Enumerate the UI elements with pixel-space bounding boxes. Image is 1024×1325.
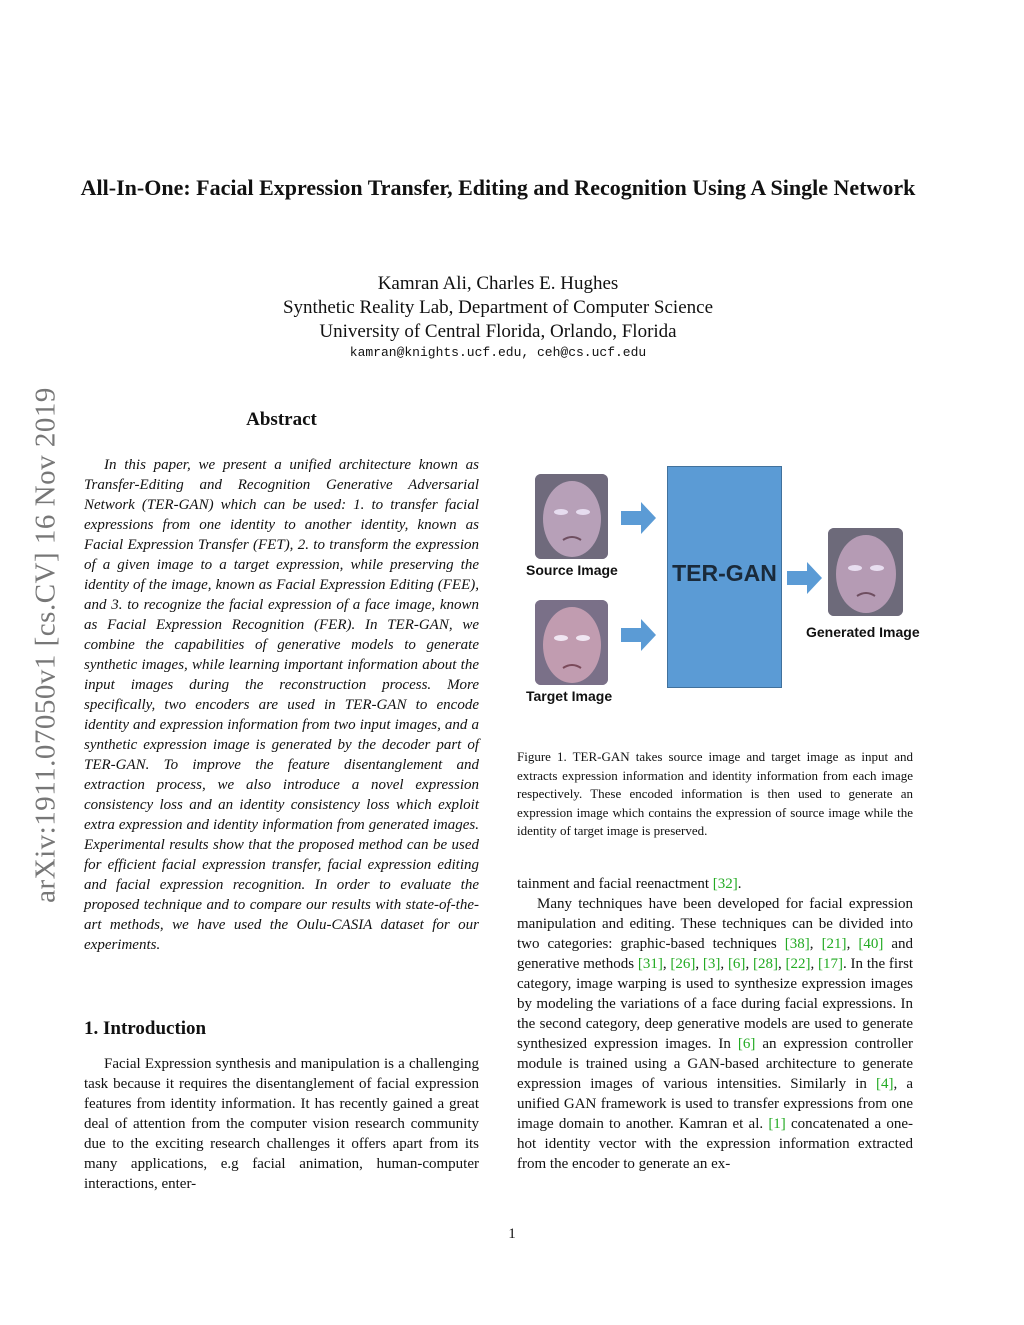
figure-1 xyxy=(520,462,920,722)
affiliation-line-2: University of Central Florida, Orlando, Florida xyxy=(319,321,677,342)
affiliation-line-1: Synthetic Reality Lab, Department of Computer Science xyxy=(282,297,713,318)
arxiv-id: arXiv:1911.07050v1 [cs.CV] 16 Nov 2019 xyxy=(29,387,62,903)
paragraph-text: , xyxy=(720,956,728,972)
target-arrow-icon xyxy=(621,619,657,651)
citation-link[interactable]: [26] xyxy=(670,956,696,972)
citation-link[interactable]: [17] xyxy=(818,956,844,972)
intro-right-column xyxy=(517,874,913,1174)
citation-link[interactable]: [40] xyxy=(858,936,884,952)
citation-link[interactable]: [28] xyxy=(752,956,778,972)
paragraph-text: , xyxy=(846,936,859,952)
figure-1-caption: Figure 1. TER-GAN takes source image and target image as input and extracts expression information and identity information from each image respectively. These encoded information is then used to generate an expression image which contains the expression of source image while the identity of target image is preserved. xyxy=(517,749,913,838)
intro-continuation xyxy=(517,874,913,894)
paragraph-text: , xyxy=(809,936,822,952)
paragraph-text: and generative methods xyxy=(517,936,913,972)
abstract-text: In this paper, we present a unified architecture known as Transfer-Editing and Recognition Generative Adversarial Network (TER-GAN) which can be used: 1. to transfer facial expressions from one identity to another identity, known as Facial Expression Transfer (FET), 2. to transform the expression of a given image to a target expression, while preserving the identity of the image, known as Facial Expression Editing (FEE), and 3. to recognize the facial expression of a face image, known as Facial Expression Recognition (FER). In TER-GAN, we combine the capabilities of generative models to generate synthetic images, while learning important information about the input images during the reconstruction process. More specifically, two encoders are used in TER-GAN to encode identity and expression information from two input images, and a synthetic expression image is generated by the decoder part of TER-GAN. To improve the feature disentanglement and extraction process, we also introduce a novel expression consistency loss and an identity consistency loss which exploit extra expression and identity information from generated images. Experimental results show that the proposed method can be used for efficient facial expression transfer, facial expression editing and facial expression recognition. In order to evaluate the proposed technique and to compare our results with state-of-the-art methods, we have used the Oulu-CASIA dataset for our experiments. xyxy=(84,457,479,953)
citation-link[interactable]: [1] xyxy=(768,1116,786,1132)
citation-link[interactable]: [22] xyxy=(785,956,811,972)
citation-link[interactable]: [21] xyxy=(821,936,847,952)
author-block xyxy=(80,272,916,344)
continuation-text: tainment and facial reenactment xyxy=(517,876,713,892)
author-emails: kamran@knights.ucf.edu, ceh@cs.ucf.edu xyxy=(349,345,647,360)
ter-gan-box xyxy=(667,466,782,688)
paragraph-text: , a unified GAN framework is used to transfer expressions from one image domain to another. Kamran et al. xyxy=(517,1076,913,1132)
arxiv-sidebar xyxy=(26,345,66,945)
citation-link[interactable]: [6] xyxy=(727,956,746,972)
target-face-image xyxy=(535,600,608,685)
source-arrow-icon xyxy=(621,502,657,534)
citation-link[interactable]: [6] xyxy=(737,1036,756,1052)
ter-gan-label: TER-GAN xyxy=(672,559,777,586)
citation-link[interactable]: [31] xyxy=(637,956,663,972)
citation-link[interactable]: [3] xyxy=(702,956,721,972)
paragraph-text: , xyxy=(745,956,753,972)
paragraph-text: , xyxy=(810,956,819,972)
page-number: 1 xyxy=(508,1226,516,1242)
citation-link[interactable]: [38] xyxy=(784,936,810,952)
abstract-heading: Abstract xyxy=(246,409,317,430)
paragraph-text: , xyxy=(695,956,703,972)
citation-link[interactable]: [32] xyxy=(712,876,738,892)
output-arrow-icon xyxy=(787,562,823,594)
paragraph-text: an expression controller module is trained using a GAN-based architecture to generate expression images of various intensities. Similarly in xyxy=(517,1036,913,1092)
continuation-end: . xyxy=(737,876,742,892)
paragraph-text: , xyxy=(662,956,671,972)
paragraph-text: . In the first category, image warping is used to synthesize expression images by modeling the variations of a face during facial expressions. In the second category, deep generative models are used to generate synthesized expression images. In xyxy=(517,956,914,1052)
paper-title: All-In-One: Facial Expression Transfer, Editing and Recognition Using A Single Network xyxy=(80,175,916,200)
paragraph-text: Many techniques have been developed for facial expression manipulation and editing. These techniques can be divided into two categories: graphic-based techniques xyxy=(517,896,913,952)
generated-image-label: Generated Image xyxy=(806,624,920,640)
citation-link[interactable]: [4] xyxy=(876,1076,894,1092)
intro-paragraph-left: Facial Expression synthesis and manipulation is a challenging task because it requires the disentanglement of facial expression features from identity information. It has recently gained a great deal of attention from the computer vision research community due to the exciting research challenges it offers apart from its many applications, e.g facial animation, human-computer interactions, enter- xyxy=(84,1056,479,1192)
source-image-label: Source Image xyxy=(526,562,618,578)
source-face-image xyxy=(535,474,608,559)
generated-face-image xyxy=(828,528,903,616)
authors: Kamran Ali, Charles E. Hughes xyxy=(377,273,619,294)
intro-paragraph-right xyxy=(517,894,913,1174)
paragraph-text: concatenated a one-hot identity vector with the expression information extracted from the encoder to generate an ex- xyxy=(517,1116,913,1172)
paragraph-text: , xyxy=(777,956,786,972)
target-image-label: Target Image xyxy=(526,688,613,704)
section-heading-introduction: 1. Introduction xyxy=(84,1018,207,1039)
